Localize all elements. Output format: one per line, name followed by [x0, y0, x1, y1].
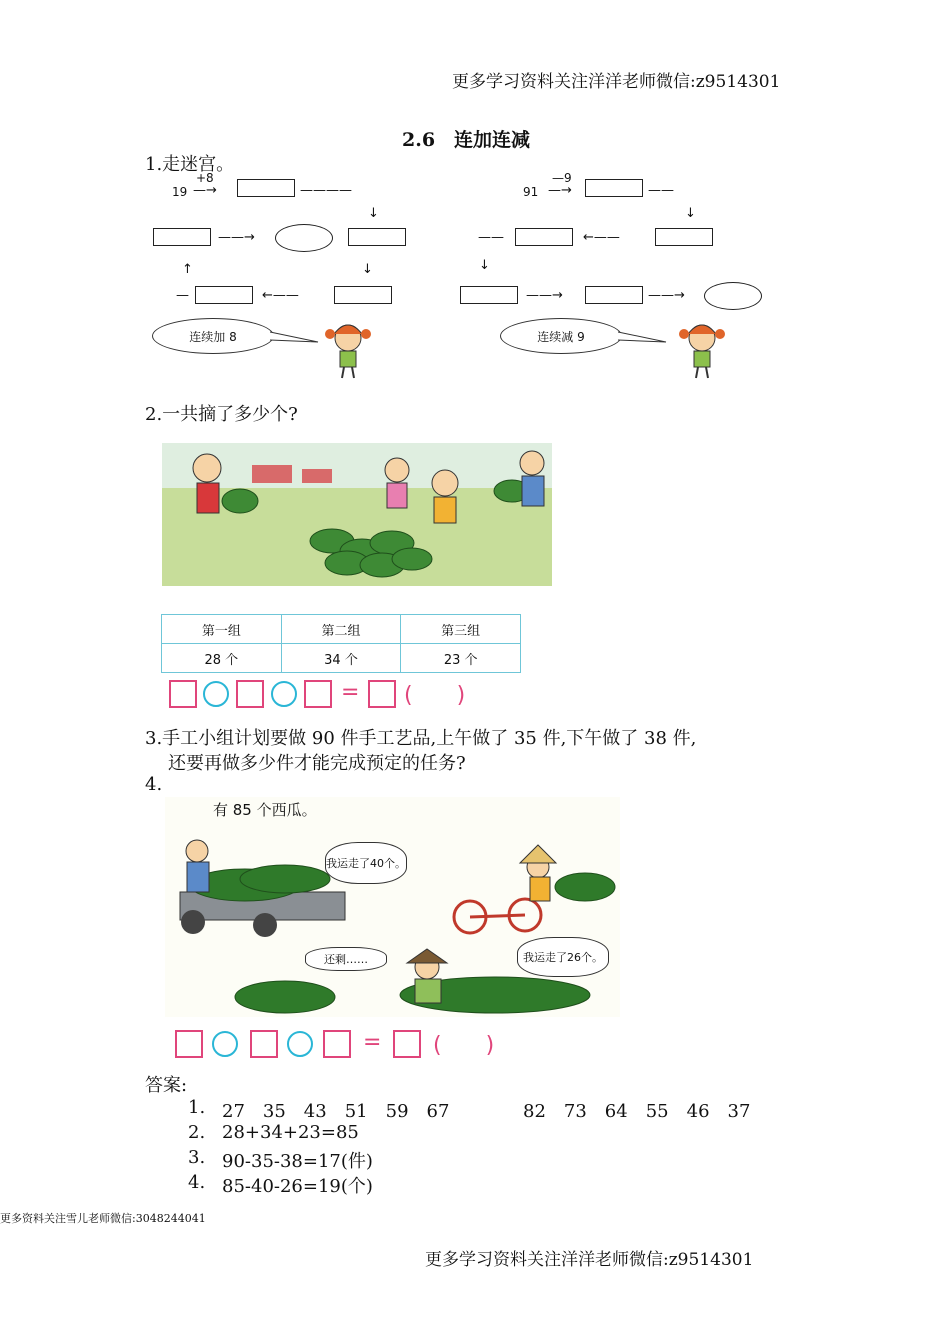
line-icon: —— — [478, 230, 504, 245]
maze-right-op: —9 — [552, 171, 572, 185]
maze-box — [348, 228, 406, 246]
arrow-down-icon: ↓ — [362, 262, 373, 277]
answer-2: 28+34+23=85 — [222, 1122, 359, 1143]
bubble-text: 连续减 9 — [537, 329, 585, 344]
arrow-up-icon: ↑ — [182, 262, 193, 277]
melon-transport-illustration — [165, 797, 620, 1017]
unit-blank[interactable]: ( ) — [404, 683, 466, 708]
maze-box — [237, 179, 295, 197]
answer-box[interactable] — [250, 1030, 278, 1058]
maze-box — [460, 286, 518, 304]
maze-left-start: 19 — [172, 185, 188, 199]
speech-bubble — [152, 318, 274, 354]
arrow-right-icon: ——→ — [526, 288, 563, 303]
arrow-right-icon: —→ — [548, 183, 572, 198]
operator-circle[interactable] — [203, 681, 229, 707]
maze-left-op: +8 — [196, 171, 214, 185]
header-note: 更多学习资料关注洋洋老师微信:z9514301 — [452, 72, 781, 92]
page-title: 2.6 连加连减 — [402, 129, 531, 151]
answer-4-number: 4. — [188, 1172, 206, 1193]
melon-field-illustration — [162, 443, 552, 586]
bubble-text: 还剩…… — [324, 953, 368, 966]
line-icon: —— — [648, 183, 674, 198]
answer-3: 90-35-38=17(件) — [222, 1151, 373, 1172]
operator-circle[interactable] — [212, 1031, 238, 1057]
answer-box[interactable] — [393, 1030, 421, 1058]
maze-box — [334, 286, 392, 304]
girl-figure-icon — [672, 316, 732, 382]
answer-3-number: 3. — [188, 1147, 206, 1168]
arrow-right-icon: ——→ — [648, 288, 685, 303]
table-cell: 34 个 — [281, 644, 401, 673]
table-row — [162, 615, 521, 644]
table-cell: 28 个 — [162, 644, 282, 673]
arrow-left-icon: ←—— — [583, 230, 620, 245]
answer-1-number: 1. — [188, 1097, 206, 1118]
scene-caption: 有 85 个西瓜。 — [213, 801, 317, 819]
operator-circle[interactable] — [271, 681, 297, 707]
equals-sign: = — [363, 1030, 382, 1055]
girl-figure-icon — [318, 316, 378, 382]
groups-table — [161, 614, 521, 673]
maze-box — [585, 286, 643, 304]
answer-box[interactable] — [169, 680, 197, 708]
answer-4: 85-40-26=19(个) — [222, 1176, 373, 1197]
maze-box — [515, 228, 573, 246]
answer-box[interactable] — [175, 1030, 203, 1058]
answer-2-number: 2. — [188, 1122, 206, 1143]
answer-1-left: 27 35 43 51 59 67 — [222, 1101, 450, 1122]
question-3-line2: 还要再做多少件才能完成预定的任务? — [168, 753, 466, 774]
bubble-text: 连续加 8 — [189, 329, 237, 344]
scene-drawing — [165, 797, 620, 1017]
answer-1-right: 82 73 64 55 46 37 — [523, 1101, 751, 1122]
unit-blank[interactable]: ( ) — [433, 1033, 495, 1058]
maze-result-oval — [704, 282, 762, 310]
question-4-label: 4. — [145, 774, 163, 795]
answer-box[interactable] — [304, 680, 332, 708]
side-note: 更多资料关注雪儿老师微信:3048244041 — [0, 1212, 206, 1225]
arrow-right-icon: ——→ — [218, 230, 255, 245]
line-icon: — — [176, 288, 189, 303]
table-header-cell: 第一组 — [162, 615, 282, 644]
answers-label: 答案: — [145, 1075, 188, 1096]
question-1-label: 1.走迷宫。 — [145, 154, 235, 175]
arrow-down-icon: ↓ — [685, 206, 696, 221]
table-header-cell: 第三组 — [401, 615, 521, 644]
footer-note: 更多学习资料关注洋洋老师微信:z9514301 — [425, 1250, 754, 1270]
answer-box[interactable] — [236, 680, 264, 708]
question-2-label: 2.一共摘了多少个? — [145, 404, 298, 425]
bubble-tail — [270, 330, 320, 344]
maze-box — [153, 228, 211, 246]
speech-bubble — [500, 318, 622, 354]
question-3-line1: 3.手工小组计划要做 90 件手工艺品,上午做了 35 件,下午做了 38 件, — [145, 728, 697, 749]
bubble-text: 我运走了26个。 — [523, 951, 603, 964]
line-icon: ———— — [300, 183, 352, 198]
maze-box — [585, 179, 643, 197]
answer-box[interactable] — [323, 1030, 351, 1058]
arrow-down-icon: ↓ — [479, 258, 490, 273]
operator-circle[interactable] — [287, 1031, 313, 1057]
arrow-down-icon: ↓ — [368, 206, 379, 221]
table-row — [162, 644, 521, 673]
maze-box — [195, 286, 253, 304]
arrow-right-icon: —→ — [193, 183, 217, 198]
table-cell: 23 个 — [401, 644, 521, 673]
arrow-left-icon: ←—— — [262, 288, 299, 303]
bubble-text: 我运走了40个。 — [326, 857, 406, 870]
bubble-tail — [618, 330, 668, 344]
table-header-cell: 第二组 — [281, 615, 401, 644]
maze-right-start: 91 — [523, 185, 539, 199]
maze-box — [655, 228, 713, 246]
answer-box[interactable] — [368, 680, 396, 708]
equals-sign: = — [341, 680, 360, 705]
maze-result-oval — [275, 224, 333, 252]
